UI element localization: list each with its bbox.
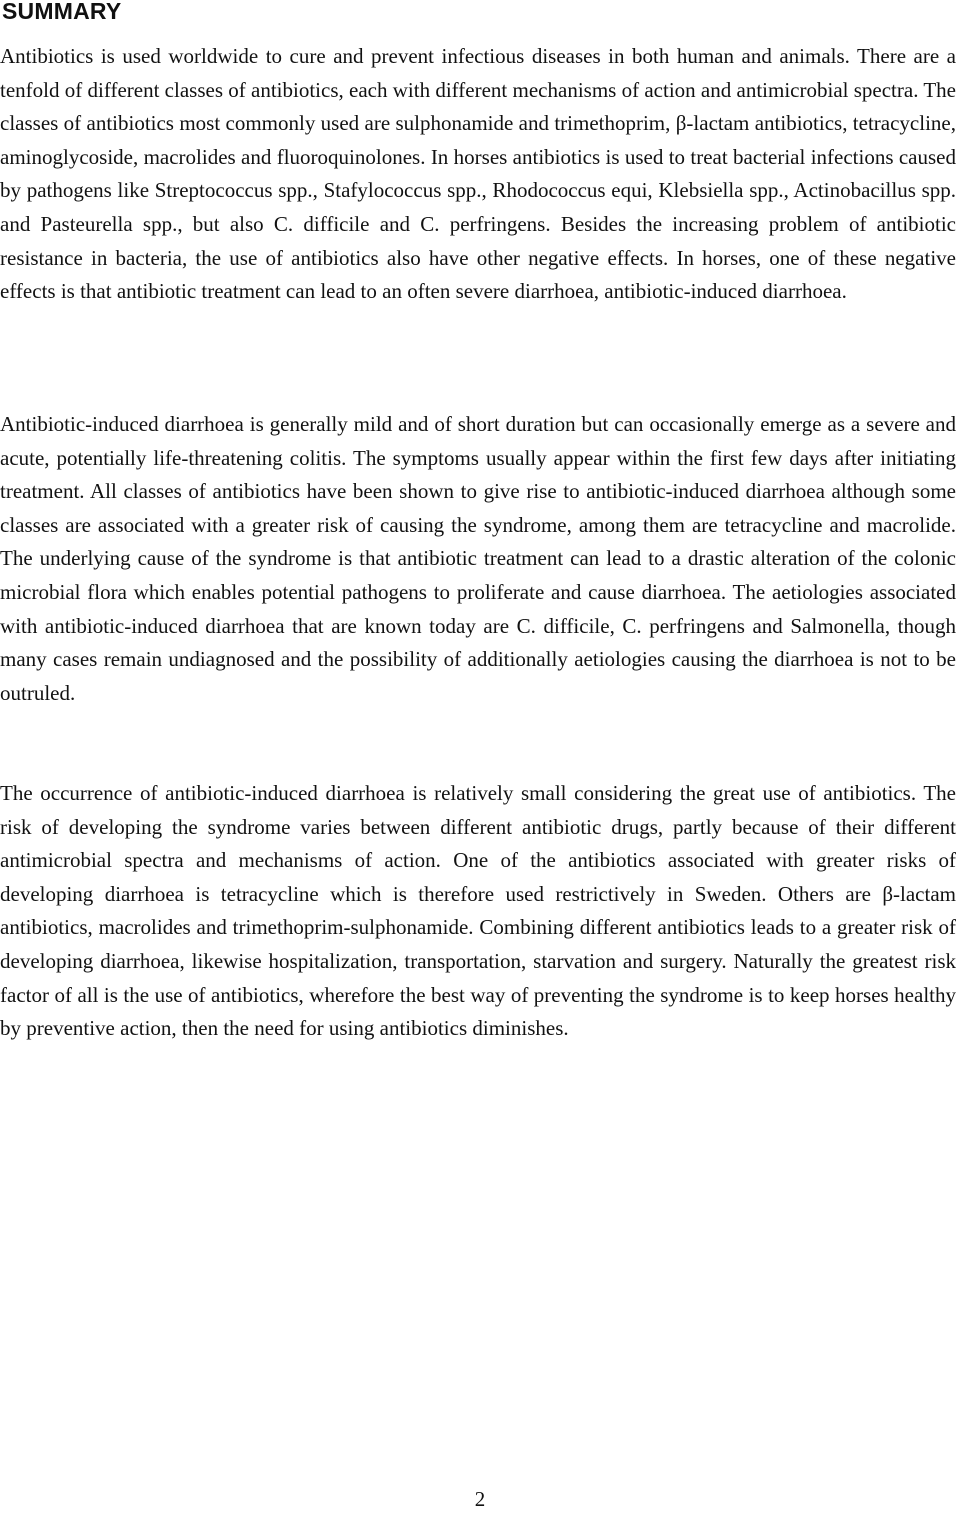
summary-paragraph-2: Antibiotic-induced diarrhoea is generally mild and of short duration but can occasionally emerge as a severe and acute, potentially life-threatening colitis. The symptoms usually appear within the first few days after initiating treatment. All classes of antibiotics have been shown to give rise to antibiotic-induced diarrhoea although some classes are associated with a greater risk of causing the syndrome, among them are tetracycline and macrolide. The underlying cause of the syndrome is that antibiotic treatment can lead to a drastic alteration of the colonic microbial flora which enables potential pathogens to proliferate and cause diarrhoea. The aetiologies associated with antibiotic-induced diarrhoea that are known today are C. difficile, C. perfringens and Salmonella, though many cases remain undiagnosed and the possibility of additionally aetiologies causing the diarrhoea is not to be outruled. [0, 412, 956, 705]
summary-paragraph-1: Antibiotics is used worldwide to cure and prevent infectious diseases in both human and animals. There are a tenfold of different classes of antibiotics, each with different mechanisms of action and antimicrobial spectra. The classes of antibiotics most commonly used are sulphonamide and trimethoprim, β-lactam antibiotics, tetracycline, aminoglycoside, macrolides and fluoroquinolones. In horses antibiotics is used to treat bacterial infections caused by pathogens like Streptococcus spp., Stafylococcus spp., Rhodococcus equi, Klebsiella spp., Actinobacillus spp. and Pasteurella spp., but also C. difficile and C. perfringens. Besides the increasing problem of antibiotic resistance in bacteria, the use of antibiotics also have other negative effects. In horses, one of these negative effects is that antibiotic treatment can lead to an often severe diarrhoea, antibiotic-induced diarrhoea. [0, 44, 956, 304]
page-heading: SUMMARY [2, 0, 122, 24]
page-number: 2 [474, 1487, 486, 1511]
summary-paragraph-3: The occurrence of antibiotic-induced diarrhoea is relatively small considering the great use of antibiotics. The risk of developing the syndrome varies between different antibiotic drugs, partly because of their different antimicrobial spectra and mechanisms of action. One of the antibiotics associated with greater risks of developing diarrhoea is tetracycline which is therefore used restrictively in Sweden. Others are β-lactam antibiotics, macrolides and trimethoprim-sulphonamide. Combining different antibiotics leads to a greater risk of developing diarrhoea, likewise hospitalization, transportation, starvation and surgery. Naturally the greatest risk factor of all is the use of antibiotics, wherefore the best way of preventing the syndrome is to keep horses healthy by preventive action, then the need for using antibiotics diminishes. [0, 781, 956, 1041]
